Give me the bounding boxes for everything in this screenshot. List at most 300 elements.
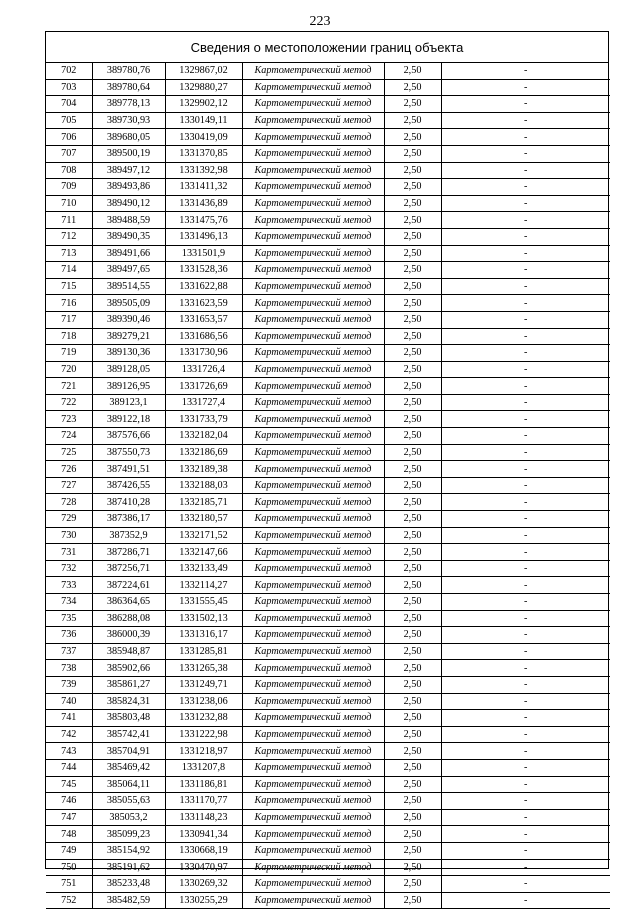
method-cell: Картометрический метод (242, 494, 384, 511)
table-row (46, 311, 610, 328)
accuracy-cell: 2,50 (384, 660, 441, 677)
accuracy-cell: 2,50 (384, 527, 441, 544)
table-row (46, 461, 610, 478)
accuracy-cell: 2,50 (384, 162, 441, 179)
note-cell: - (441, 195, 610, 212)
method-cell: Картометрический метод (242, 560, 384, 577)
method-cell: Картометрический метод (242, 594, 384, 611)
y-coordinate-cell: 1331232,88 (165, 710, 242, 727)
y-coordinate-cell: 1331170,77 (165, 793, 242, 810)
table-row (46, 859, 610, 876)
method-cell: Картометрический метод (242, 145, 384, 162)
table-row (46, 610, 610, 627)
method-cell: Картометрический метод (242, 378, 384, 395)
note-cell: - (441, 112, 610, 129)
table-row (46, 179, 610, 196)
note-cell: - (441, 793, 610, 810)
accuracy-cell: 2,50 (384, 693, 441, 710)
accuracy-cell: 2,50 (384, 428, 441, 445)
x-coordinate-cell: 385482,59 (92, 892, 165, 909)
table-row (46, 245, 610, 262)
method-cell: Картометрический метод (242, 793, 384, 810)
y-coordinate-cell: 1331501,9 (165, 245, 242, 262)
table-row (46, 494, 610, 511)
accuracy-cell: 2,50 (384, 394, 441, 411)
accuracy-cell: 2,50 (384, 859, 441, 876)
point-number-cell: 728 (46, 494, 92, 511)
point-number-cell: 716 (46, 295, 92, 312)
table-row (46, 660, 610, 677)
method-cell: Картометрический метод (242, 444, 384, 461)
method-cell: Картометрический метод (242, 179, 384, 196)
table-row (46, 477, 610, 494)
method-cell: Картометрический метод (242, 527, 384, 544)
table-row (46, 710, 610, 727)
method-cell: Картометрический метод (242, 129, 384, 146)
point-number-cell: 745 (46, 776, 92, 793)
method-cell: Картометрический метод (242, 63, 384, 79)
x-coordinate-cell: 385064,11 (92, 776, 165, 793)
x-coordinate-cell: 389122,18 (92, 411, 165, 428)
accuracy-cell: 2,50 (384, 328, 441, 345)
y-coordinate-cell: 1331370,85 (165, 145, 242, 162)
table-row (46, 361, 610, 378)
point-number-cell: 749 (46, 842, 92, 859)
y-coordinate-cell: 1332185,71 (165, 494, 242, 511)
x-coordinate-cell: 385861,27 (92, 676, 165, 693)
note-cell: - (441, 859, 610, 876)
x-coordinate-cell: 389390,46 (92, 311, 165, 328)
table-row (46, 577, 610, 594)
boundary-table-sheet (45, 31, 609, 906)
method-cell: Картометрический метод (242, 743, 384, 760)
x-coordinate-cell: 385469,42 (92, 759, 165, 776)
point-number-cell: 711 (46, 212, 92, 229)
accuracy-cell: 2,50 (384, 228, 441, 245)
accuracy-cell: 2,50 (384, 676, 441, 693)
note-cell: - (441, 643, 610, 660)
y-coordinate-cell: 1331653,57 (165, 311, 242, 328)
note-cell: - (441, 345, 610, 362)
x-coordinate-cell: 385824,31 (92, 693, 165, 710)
note-cell: - (441, 759, 610, 776)
note-cell: - (441, 79, 610, 96)
point-number-cell: 748 (46, 826, 92, 843)
point-number-cell: 720 (46, 361, 92, 378)
method-cell: Картометрический метод (242, 759, 384, 776)
accuracy-cell: 2,50 (384, 262, 441, 279)
table-row (46, 693, 610, 710)
point-number-cell: 714 (46, 262, 92, 279)
table-row (46, 776, 610, 793)
table-row (46, 96, 610, 113)
method-cell: Картометрический метод (242, 245, 384, 262)
y-coordinate-cell: 1332133,49 (165, 560, 242, 577)
y-coordinate-cell: 1331436,89 (165, 195, 242, 212)
x-coordinate-cell: 385948,87 (92, 643, 165, 660)
y-coordinate-cell: 1330419,09 (165, 129, 242, 146)
table-row (46, 79, 610, 96)
point-number-cell: 705 (46, 112, 92, 129)
method-cell: Картометрический метод (242, 826, 384, 843)
accuracy-cell: 2,50 (384, 245, 441, 262)
table-row (46, 743, 610, 760)
note-cell: - (441, 676, 610, 693)
table-row (46, 759, 610, 776)
method-cell: Картометрический метод (242, 295, 384, 312)
y-coordinate-cell: 1332189,38 (165, 461, 242, 478)
table-row (46, 892, 610, 909)
point-number-cell: 704 (46, 96, 92, 113)
point-number-cell: 709 (46, 179, 92, 196)
table-row (46, 411, 610, 428)
x-coordinate-cell: 385191,62 (92, 859, 165, 876)
accuracy-cell: 2,50 (384, 96, 441, 113)
point-number-cell: 706 (46, 129, 92, 146)
method-cell: Картометрический метод (242, 278, 384, 295)
table-row (46, 560, 610, 577)
accuracy-cell: 2,50 (384, 295, 441, 312)
note-cell: - (441, 660, 610, 677)
coordinates-table (46, 63, 610, 909)
note-cell: - (441, 444, 610, 461)
method-cell: Картометрический метод (242, 859, 384, 876)
y-coordinate-cell: 1329902,12 (165, 96, 242, 113)
x-coordinate-cell: 389780,76 (92, 63, 165, 79)
point-number-cell: 736 (46, 627, 92, 644)
y-coordinate-cell: 1330470,97 (165, 859, 242, 876)
method-cell: Картометрический метод (242, 212, 384, 229)
x-coordinate-cell: 387426,55 (92, 477, 165, 494)
accuracy-cell: 2,50 (384, 179, 441, 196)
y-coordinate-cell: 1331238,06 (165, 693, 242, 710)
point-number-cell: 737 (46, 643, 92, 660)
note-cell: - (441, 245, 610, 262)
note-cell: - (441, 361, 610, 378)
table-row (46, 428, 610, 445)
x-coordinate-cell: 387576,66 (92, 428, 165, 445)
x-coordinate-cell: 389497,65 (92, 262, 165, 279)
accuracy-cell: 2,50 (384, 494, 441, 511)
y-coordinate-cell: 1332114,27 (165, 577, 242, 594)
note-cell: - (441, 428, 610, 445)
note-cell: - (441, 145, 610, 162)
accuracy-cell: 2,50 (384, 892, 441, 909)
note-cell: - (441, 743, 610, 760)
x-coordinate-cell: 387410,28 (92, 494, 165, 511)
note-cell: - (441, 842, 610, 859)
x-coordinate-cell: 385704,91 (92, 743, 165, 760)
point-number-cell: 718 (46, 328, 92, 345)
x-coordinate-cell: 385902,66 (92, 660, 165, 677)
x-coordinate-cell: 389488,59 (92, 212, 165, 229)
note-cell: - (441, 278, 610, 295)
table-row (46, 162, 610, 179)
table-row (46, 511, 610, 528)
table-row (46, 726, 610, 743)
table-row (46, 262, 610, 279)
x-coordinate-cell: 386000,39 (92, 627, 165, 644)
method-cell: Картометрический метод (242, 892, 384, 909)
table-row (46, 643, 610, 660)
point-number-cell: 725 (46, 444, 92, 461)
method-cell: Картометрический метод (242, 311, 384, 328)
point-number-cell: 732 (46, 560, 92, 577)
x-coordinate-cell: 389500,19 (92, 145, 165, 162)
method-cell: Картометрический метод (242, 627, 384, 644)
y-coordinate-cell: 1331623,59 (165, 295, 242, 312)
x-coordinate-cell: 389514,55 (92, 278, 165, 295)
note-cell: - (441, 311, 610, 328)
note-cell: - (441, 494, 610, 511)
note-cell: - (441, 726, 610, 743)
y-coordinate-cell: 1331496,13 (165, 228, 242, 245)
method-cell: Картометрический метод (242, 162, 384, 179)
method-cell: Картометрический метод (242, 461, 384, 478)
note-cell: - (441, 610, 610, 627)
y-coordinate-cell: 1329880,27 (165, 79, 242, 96)
point-number-cell: 726 (46, 461, 92, 478)
note-cell: - (441, 212, 610, 229)
note-cell: - (441, 544, 610, 561)
method-cell: Картометрический метод (242, 876, 384, 893)
note-cell: - (441, 527, 610, 544)
note-cell: - (441, 96, 610, 113)
y-coordinate-cell: 1331265,38 (165, 660, 242, 677)
method-cell: Картометрический метод (242, 477, 384, 494)
y-coordinate-cell: 1331528,36 (165, 262, 242, 279)
x-coordinate-cell: 389130,36 (92, 345, 165, 362)
accuracy-cell: 2,50 (384, 876, 441, 893)
point-number-cell: 743 (46, 743, 92, 760)
y-coordinate-cell: 1331733,79 (165, 411, 242, 428)
note-cell: - (441, 776, 610, 793)
table-row (46, 145, 610, 162)
accuracy-cell: 2,50 (384, 544, 441, 561)
y-coordinate-cell: 1330668,19 (165, 842, 242, 859)
table-row (46, 527, 610, 544)
accuracy-cell: 2,50 (384, 145, 441, 162)
point-number-cell: 738 (46, 660, 92, 677)
accuracy-cell: 2,50 (384, 461, 441, 478)
y-coordinate-cell: 1331249,71 (165, 676, 242, 693)
note-cell: - (441, 295, 610, 312)
note-cell: - (441, 378, 610, 395)
table-row (46, 809, 610, 826)
accuracy-cell: 2,50 (384, 444, 441, 461)
x-coordinate-cell: 387286,71 (92, 544, 165, 561)
note-cell: - (441, 262, 610, 279)
y-coordinate-cell: 1331727,4 (165, 394, 242, 411)
y-coordinate-cell: 1331411,32 (165, 179, 242, 196)
method-cell: Картометрический метод (242, 643, 384, 660)
table-row (46, 63, 610, 79)
accuracy-cell: 2,50 (384, 610, 441, 627)
method-cell: Картометрический метод (242, 345, 384, 362)
y-coordinate-cell: 1330149,11 (165, 112, 242, 129)
note-cell: - (441, 179, 610, 196)
accuracy-cell: 2,50 (384, 63, 441, 79)
method-cell: Картометрический метод (242, 361, 384, 378)
method-cell: Картометрический метод (242, 726, 384, 743)
accuracy-cell: 2,50 (384, 411, 441, 428)
note-cell: - (441, 328, 610, 345)
x-coordinate-cell: 387352,9 (92, 527, 165, 544)
y-coordinate-cell: 1331392,98 (165, 162, 242, 179)
method-cell: Картометрический метод (242, 394, 384, 411)
table-row (46, 394, 610, 411)
x-coordinate-cell: 385099,23 (92, 826, 165, 843)
accuracy-cell: 2,50 (384, 361, 441, 378)
point-number-cell: 741 (46, 710, 92, 727)
point-number-cell: 747 (46, 809, 92, 826)
y-coordinate-cell: 1332171,52 (165, 527, 242, 544)
method-cell: Картометрический метод (242, 660, 384, 677)
table-row (46, 345, 610, 362)
point-number-cell: 715 (46, 278, 92, 295)
x-coordinate-cell: 389279,21 (92, 328, 165, 345)
note-cell: - (441, 577, 610, 594)
method-cell: Картометрический метод (242, 544, 384, 561)
accuracy-cell: 2,50 (384, 643, 441, 660)
accuracy-cell: 2,50 (384, 809, 441, 826)
x-coordinate-cell: 389490,35 (92, 228, 165, 245)
method-cell: Картометрический метод (242, 79, 384, 96)
point-number-cell: 727 (46, 477, 92, 494)
accuracy-cell: 2,50 (384, 577, 441, 594)
y-coordinate-cell: 1332188,03 (165, 477, 242, 494)
method-cell: Картометрический метод (242, 710, 384, 727)
method-cell: Картометрический метод (242, 676, 384, 693)
table-row (46, 627, 610, 644)
point-number-cell: 735 (46, 610, 92, 627)
x-coordinate-cell: 387386,17 (92, 511, 165, 528)
accuracy-cell: 2,50 (384, 560, 441, 577)
x-coordinate-cell: 387550,73 (92, 444, 165, 461)
x-coordinate-cell: 389128,05 (92, 361, 165, 378)
page-number: 223 (309, 14, 331, 29)
note-cell: - (441, 129, 610, 146)
accuracy-cell: 2,50 (384, 195, 441, 212)
x-coordinate-cell: 387491,51 (92, 461, 165, 478)
y-coordinate-cell: 1331285,81 (165, 643, 242, 660)
x-coordinate-cell: 389730,93 (92, 112, 165, 129)
table-row (46, 594, 610, 611)
note-cell: - (441, 826, 610, 843)
point-number-cell: 707 (46, 145, 92, 162)
method-cell: Картометрический метод (242, 842, 384, 859)
point-number-cell: 730 (46, 527, 92, 544)
y-coordinate-cell: 1332186,69 (165, 444, 242, 461)
point-number-cell: 712 (46, 228, 92, 245)
table-row (46, 793, 610, 810)
accuracy-cell: 2,50 (384, 345, 441, 362)
table-row (46, 876, 610, 893)
x-coordinate-cell: 386288,08 (92, 610, 165, 627)
accuracy-cell: 2,50 (384, 826, 441, 843)
point-number-cell: 708 (46, 162, 92, 179)
table-row (46, 328, 610, 345)
y-coordinate-cell: 1331555,45 (165, 594, 242, 611)
note-cell: - (441, 162, 610, 179)
x-coordinate-cell: 389490,12 (92, 195, 165, 212)
note-cell: - (441, 627, 610, 644)
note-cell: - (441, 228, 610, 245)
point-number-cell: 717 (46, 311, 92, 328)
method-cell: Картометрический метод (242, 428, 384, 445)
y-coordinate-cell: 1331730,96 (165, 345, 242, 362)
x-coordinate-cell: 387256,71 (92, 560, 165, 577)
accuracy-cell: 2,50 (384, 710, 441, 727)
point-number-cell: 733 (46, 577, 92, 594)
method-cell: Картометрический метод (242, 195, 384, 212)
y-coordinate-cell: 1331222,98 (165, 726, 242, 743)
x-coordinate-cell: 385742,41 (92, 726, 165, 743)
method-cell: Картометрический метод (242, 610, 384, 627)
y-coordinate-cell: 1330255,29 (165, 892, 242, 909)
point-number-cell: 722 (46, 394, 92, 411)
accuracy-cell: 2,50 (384, 594, 441, 611)
y-coordinate-cell: 1330269,32 (165, 876, 242, 893)
point-number-cell: 710 (46, 195, 92, 212)
y-coordinate-cell: 1330941,34 (165, 826, 242, 843)
method-cell: Картометрический метод (242, 776, 384, 793)
table-row (46, 842, 610, 859)
method-cell: Картометрический метод (242, 411, 384, 428)
y-coordinate-cell: 1331502,13 (165, 610, 242, 627)
accuracy-cell: 2,50 (384, 511, 441, 528)
x-coordinate-cell: 389491,66 (92, 245, 165, 262)
note-cell: - (441, 461, 610, 478)
x-coordinate-cell: 389123,1 (92, 394, 165, 411)
note-cell: - (441, 710, 610, 727)
accuracy-cell: 2,50 (384, 776, 441, 793)
point-number-cell: 724 (46, 428, 92, 445)
x-coordinate-cell: 385803,48 (92, 710, 165, 727)
accuracy-cell: 2,50 (384, 793, 441, 810)
y-coordinate-cell: 1331622,88 (165, 278, 242, 295)
accuracy-cell: 2,50 (384, 79, 441, 96)
y-coordinate-cell: 1331186,81 (165, 776, 242, 793)
method-cell: Картометрический метод (242, 328, 384, 345)
method-cell: Картометрический метод (242, 96, 384, 113)
point-number-cell: 746 (46, 793, 92, 810)
accuracy-cell: 2,50 (384, 278, 441, 295)
y-coordinate-cell: 1332180,57 (165, 511, 242, 528)
method-cell: Картометрический метод (242, 262, 384, 279)
method-cell: Картометрический метод (242, 228, 384, 245)
table-row (46, 212, 610, 229)
point-number-cell: 713 (46, 245, 92, 262)
x-coordinate-cell: 385055,63 (92, 793, 165, 810)
x-coordinate-cell: 389497,12 (92, 162, 165, 179)
point-number-cell: 751 (46, 876, 92, 893)
table-row (46, 826, 610, 843)
note-cell: - (441, 809, 610, 826)
note-cell: - (441, 892, 610, 909)
x-coordinate-cell: 389778,13 (92, 96, 165, 113)
x-coordinate-cell: 385053,2 (92, 809, 165, 826)
point-number-cell: 744 (46, 759, 92, 776)
coordinates-table-body (46, 63, 610, 909)
point-number-cell: 739 (46, 676, 92, 693)
y-coordinate-cell: 1332182,04 (165, 428, 242, 445)
table-row (46, 112, 610, 129)
table-row (46, 544, 610, 561)
accuracy-cell: 2,50 (384, 112, 441, 129)
note-cell: - (441, 477, 610, 494)
x-coordinate-cell: 389780,64 (92, 79, 165, 96)
